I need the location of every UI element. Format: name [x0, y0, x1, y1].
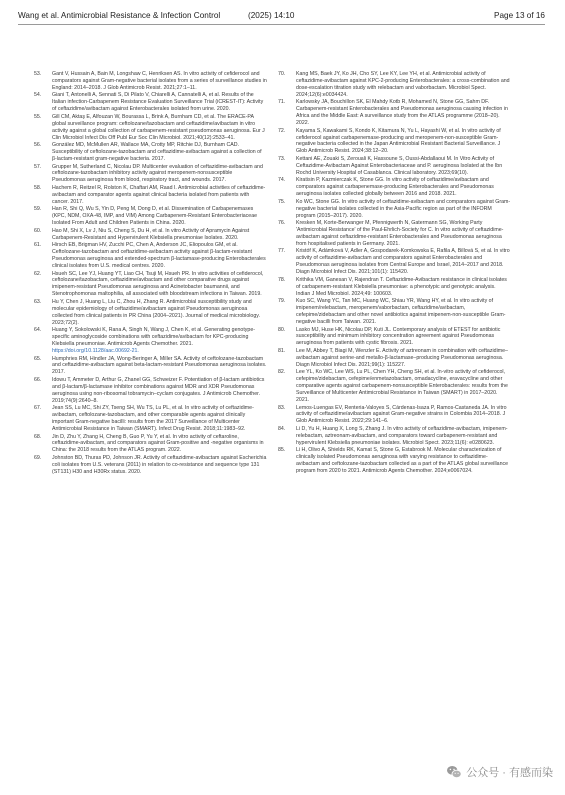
- reference-number: 66.: [34, 376, 42, 383]
- reference-item: [278, 99, 511, 127]
- reference-body: Ko WC, Stone GG. In vitro activity of ceftazidime-avibactam and comparators against Gram-negative bacterial isolates collected in the Asia-Pacific region as part of the INFORM program (2015–2017). 2020.: [296, 198, 511, 219]
- reference-item: [34, 271, 267, 299]
- reference-number: 82.: [278, 369, 286, 376]
- reference-text: [52, 327, 267, 355]
- reference-text: [52, 299, 267, 327]
- reference-number: 81.: [278, 347, 286, 354]
- reference-number: 65.: [34, 355, 42, 362]
- reference-text: [296, 348, 511, 369]
- reference-body: Huang Y, Sokolowski K, Rana A, Singh N, Wang J, Chen K, et al. Generating genotype-specific aminoglycoside combinations with ceftazidime/avibactam for KPC-producing Klebsiella pneumoniae. Antimicrob Agents Chemother. 2021.: [52, 327, 256, 347]
- reference-item: [34, 242, 267, 270]
- reference-text: [296, 177, 511, 198]
- journal-title: Wang et al. Antimicrobial Resistance & Infection Control: [18, 11, 221, 20]
- reference-body: Kiratisin P, Kazmierczak K, Stone GG. In vitro activity of ceftazidime/avibactam and comparators against carbapenemase-producing Enterobacterales and Pseudomonas aeruginosa isolates collected globally between 2016 and 2018. 2021.: [296, 177, 494, 198]
- reference-text: [52, 71, 267, 92]
- reference-text: [52, 228, 267, 242]
- reference-body: Humphries RM, Hindler JA, Wong-Beringer A, Miller SA. Activity of ceftolozane-tazobactam and ceftazidime-avibactam against beta-lactam-resistant Pseudomonas aeruginosa isolates. 2017.: [52, 355, 267, 376]
- reference-number: 60.: [34, 227, 42, 234]
- reference-item: [278, 277, 511, 298]
- reference-body: Lee YL, Ko WC, Lee WS, Lu PL, Chen YH, Cheng SH, et al. In-vitro activity of cefiderocol, cefepime/zidebactam, cefepime/enmetazobactam, omadacycline, eravacycline and other comparative agents against carbapenem-nonsusceptible Enterobacterales: results from the Surveillance of Multicenter Antimicrobial Resistance in Taiwan (SMART) in 2017–2020. 2021.: [296, 369, 508, 403]
- reference-body: Gill CM, Aktaş E, Alfouzan W, Bourassa L, Brink A, Burnham CD, et al. The ERACE-PA global surveillance program: ceftolozane/tazobactam and ceftazidime/avibactam in vitro activity against a global collection of carbapenem-resistant pseudomonas aeruginosa. Eur J Clin Microbiol Infect Dis Off Publ Eur Soc Clin Microbiol. 2021;40(12):2533–41.: [52, 113, 265, 141]
- reference-text: [296, 99, 511, 127]
- reference-number: 68.: [34, 433, 42, 440]
- reference-number: 69.: [34, 454, 42, 461]
- reference-number: 71.: [278, 99, 286, 106]
- reference-body: Jin D, Zhu Y, Zhang H, Cheng B, Guo P, Yu Y, et al. In vitro activity of ceftaroline, ceftazidime-avibactam, and comparators against Gram-positive and -negative organisms in China: the 2018 results from the ATLAS program. 2022.: [52, 433, 264, 454]
- reference-body: Kristóf K, Adámková V, Adler A, Gospodarek-Komkowska E, Rafila A, Billová S, et al. In vitro activity of ceftazidime-avibactam and comparators against Enterobacterales and Pseudomonas aeruginosa isolates from Central Europe and Israel, 2014–2017 and 2018. Diagn Microbiol Infect Dis. 2021;101(1): 115420.: [296, 248, 510, 276]
- reference-number: 62.: [34, 270, 42, 277]
- reference-number: 57.: [34, 163, 42, 170]
- reference-number: 75.: [278, 198, 286, 205]
- reference-text: [296, 277, 511, 298]
- reference-body: Jean SS, Lu MC, Shi ZY, Tseng SH, Wu TS, Lu PL, et al. In vitro activity of ceftazidime-avibactam, ceftolozane-tazobactam, and other comparable agents against clinically important Gram-negative bacilli: results from the 2017 Surveillance of Multicenter Antimicrobial Resistance in Taiwan (SMART). Infect Drug Resist. 2018;11:1983–92.: [52, 405, 254, 432]
- reference-item: [34, 356, 267, 377]
- references-left-column: [34, 71, 267, 476]
- reference-number: 56.: [34, 142, 42, 149]
- reference-number: 58.: [34, 184, 42, 191]
- reference-text: [296, 71, 511, 99]
- reference-text: [296, 405, 511, 426]
- reference-number: 61.: [34, 242, 42, 249]
- reference-text: [52, 185, 267, 206]
- reference-number: 80.: [278, 326, 286, 333]
- reference-body: Karlowsky JA, Bouchillon SK, El Mahdy Kotb R, Mohamed N, Stone GG, Sahm DF. Carbapenem-resistant Enterobacterales and Pseudomonas aeruginosa causing infection in Africa and the Middle East: A surveillance study from the ATLAS programme (2018–20). 2022.: [296, 99, 508, 127]
- reference-item: [278, 405, 511, 426]
- reference-item: [278, 426, 511, 447]
- reference-item: [34, 92, 267, 113]
- reference-text: [52, 242, 267, 270]
- reference-doi-link[interactable]: https://doi.org/10.1128/aac.00692-21.: [52, 347, 139, 354]
- reference-number: 77.: [278, 248, 286, 255]
- reference-item: [278, 348, 511, 369]
- reference-number: 64.: [34, 327, 42, 334]
- reference-body: Hirsch EB, Brigman HV, Zucchi PC, Chen A, Anderson JC, Eliopoulos GM, et al. Ceftolozane-tazobactam and ceftazidime-avibactam activity against β-lactam-resistant Pseudomonas aeruginosa and extended-spectrum β-lactamase-producing Enterobacterales clinical isolates from U.S. medical centres. 2020.: [52, 242, 266, 269]
- reference-body: Hsueh SC, Lee YJ, Huang YT, Liao CH, Tsuji M, Hsueh PR. In vitro activities of cefiderocol, ceftolozane/tazobactam, ceftazidime/avibactam and other comparative drugs against imipenem-resistant Pseudomonas aeruginosa and Acinetobacter baumannii, and Stenotrophomonas maltophilia, all associated with bloodstream infections in Taiwan. 2019.: [52, 270, 264, 298]
- reference-number: 67.: [34, 405, 42, 412]
- reference-item: [278, 177, 511, 198]
- reference-item: [34, 228, 267, 242]
- reference-item: [34, 405, 267, 433]
- reference-body: Lee M, Abbey T, Biagi M, Wenzler E. Activity of aztreonam in combination with ceftazidime–avibactam against serine-and metallo-β-lactamase–producing Pseudomonas aeruginosa. Diagn Microbiol Infect Dis. 2021;99(1): 115227.: [296, 347, 508, 368]
- reference-number: 76.: [278, 220, 286, 227]
- reference-body: Hao M, Shi X, Lv J, Niu S, Cheng S, Du H, et al. In vitro Activity of Apramycin Against Carbapenem-Resistant and Hypervirulent Klebsiella pneumoniae Isolates. 2020.: [52, 227, 250, 241]
- reference-text: [296, 156, 511, 177]
- reference-item: [34, 164, 267, 185]
- reference-text: [296, 128, 511, 156]
- page-number: Page 13 of 16: [494, 11, 545, 20]
- reference-number: 84.: [278, 425, 286, 432]
- reference-body: Han R, Shi Q, Wu S, Yin D, Peng M, Dong D, et al. Dissemination of Carbapenemases (KPC, NDM, OXA-48, IMP, and VIM) Among Carbapenem-Resistant Enterobacteriaceae Isolated From Adult and Children Patients in China. 2020.: [52, 206, 258, 227]
- watermark-text: 公众号 · 有感而染: [466, 767, 553, 779]
- reference-body: Gant V, Hussain A, Bain M, Longshaw C, Henriksen AS. In vitro activity of cefiderocol and comparators against Gram-negative bacterial isolates from a series of surveillance studies in England: 2014–2018. J Glob Antimicrob Resist. 2021;27:1–11.: [52, 71, 267, 91]
- reference-number: 54.: [34, 92, 42, 99]
- reference-body: Kang MS, Baek JY, Ko JH, Cho SY, Lee KY, Lee YH, et al. Antimicrobial activity of ceftazidime-avibactam against KPC-2-producing Enterobacterales: a cross-combination and dose-escalation titration study with relebactam and vaborbactam. Microbiol Spect. 2024;12(6):e0034424.: [296, 71, 510, 98]
- reference-text: [52, 164, 267, 185]
- reference-text: [296, 426, 511, 447]
- page-header: [18, 9, 545, 23]
- reference-text: [296, 447, 511, 475]
- reference-text: [52, 377, 267, 405]
- reference-number: 85.: [278, 447, 286, 454]
- reference-body: Kresken M, Korte-Berwanger M, Pfennigwerth N, Gatermann SG, Working Party 'Antimicrobial Resistance' of the Paul-Ehrlich-Society for C. In vitro activity of ceftazidime-avibactam against ceftazidime-resistant Enterobacterales and Pseudomonas aeruginosa from hospitalised patients in Germany. 2021.: [296, 220, 504, 247]
- reference-text: [296, 369, 511, 404]
- reference-body: Johnston BD, Thuras PD, Johnson JR. Activity of ceftazidime-avibactam against Escherichia coli isolates from U.S. veterans (2011) in relation to co-resistance and sequence type 131 (ST131) H30 and H30Rx status. 2020.: [52, 454, 267, 475]
- reference-body: Kayama S, Kawakami S, Kondo K, Kitamura N, Yu L, Hayashi W, et al. In vitro activity of cefiderocol against carbapenemase-producing and meropenem-non-susceptible Gram-negative bacteria collected in the Japan Antimicrobial Resistant Bacterial Surveillance. J Glob Antimicrob Resist. 2024;38:12–20.: [296, 127, 501, 155]
- reference-text: [52, 455, 267, 476]
- reference-item: [278, 156, 511, 177]
- reference-body: Kettani AE, Zouaki S, Zerouali K, Hassoune S, Oussi-Abdallaoui M. In Vitro Activity of Ceftazidime-Avibactam Against Enterobacteriaceae and P. aeruginosa Isolated at the Ibn Rochd University Hospital of Casablanca. Clinical laboratory. 2023;69(10).: [296, 155, 503, 176]
- reference-item: [34, 327, 267, 355]
- reference-number: 72.: [278, 127, 286, 134]
- reference-item: [34, 455, 267, 476]
- reference-item: [278, 199, 511, 220]
- reference-text: [52, 434, 267, 455]
- wechat-icon: [446, 764, 462, 780]
- reference-number: 53.: [34, 71, 42, 77]
- reference-item: [34, 142, 267, 163]
- reference-body: Hu Y, Chen J, Huang L, Liu C, Zhou H, Zhang R. Antimicrobial susceptibility study and molecular epidemiology of ceftazidime/avibactam against Pseudomonas aeruginosa collected from clinical patients in PR China (2004–2021). Journal of medical microbiology. 2023;72(2).: [52, 298, 260, 326]
- reference-item: [34, 114, 267, 142]
- reference-number: 83.: [278, 404, 286, 411]
- reference-text: [296, 248, 511, 276]
- reference-body: Idowu T, Ammeter D, Arthur G, Zhanel GG, Schweizer F. Potentiation of β-lactam antibiotics and β-lactam/β-lactamase inhibitor combinations against MDR and XDR Pseudomonas aeruginosa using non-ribosomal tobramycin–cyclam conjugates. J Antimicrob Chemother. 2019;74(9):2640–8.: [52, 376, 265, 404]
- reference-item: [34, 206, 267, 227]
- reference-text: [296, 220, 511, 248]
- reference-item: [278, 327, 511, 348]
- reference-number: 55.: [34, 113, 42, 120]
- reference-item: [278, 220, 511, 248]
- reference-body: Hachem R, Reitzel R, Rolston K, Chaftari AM, Raad I. Antimicrobial activities of ceftazidime-avibactam and comparator agents against clinical bacteria isolated from patients with cancer. 2017.: [52, 184, 266, 205]
- reference-text: [296, 327, 511, 348]
- reference-item: [278, 71, 511, 99]
- reference-text: [52, 271, 267, 299]
- reference-text: [52, 114, 267, 142]
- reference-number: 59.: [34, 206, 42, 213]
- reference-body: Grupper M, Sutherland C, Nicolau DP. Multicenter evaluation of ceftazidime-avibactam and ceftolozane-tazobactam inhibitory activity against meropenem-nonsusceptible Pseudomonas aeruginosa from blood, respiratory tract, and wounds. 2017.: [52, 163, 263, 184]
- header-rule: [18, 24, 545, 25]
- reference-text: [52, 92, 267, 113]
- reference-body: Li D, Yu H, Huang X, Long S, Zhang J. In vitro activity of ceftazidime-avibactam, imipenem-relebactam, aztreonam-avibactam, and comparators toward carbapenem-resistant and hypervirulent Klebsiella pneumoniae isolates. Microbiol Spect. 2023;11(6): e0280623.: [296, 425, 508, 446]
- reference-body: González MD, McMullen AR, Wallace MA, Crotty MP, Ritchie DJ, Burnham CAD. Susceptibility of ceftolozane-tazobactam and ceftazidime-avibactam against a collection of β-lactam-resistant gram-negative bacteria. 2017.: [52, 142, 262, 162]
- reference-item: [34, 377, 267, 405]
- reference-text: [52, 206, 267, 227]
- reference-item: [278, 248, 511, 276]
- reference-item: [34, 434, 267, 455]
- references-right-column: [278, 71, 511, 476]
- reference-text: [52, 142, 267, 163]
- reference-item: [278, 369, 511, 404]
- reference-text: [52, 356, 267, 377]
- year-volume: (2025) 14:10: [248, 11, 295, 20]
- reference-body: Krithika VM, Ganesan V, Rajendran T. Ceftazidime-Avibactam resistance in clinical isolates of carbapenem-resistant Klebsiella pneumoniae: a phenotypic and genotypic analysis. Indian J Med Microbiol. 2024;49: 100603.: [296, 276, 507, 297]
- reference-item: [34, 71, 267, 92]
- reference-item: [278, 298, 511, 326]
- reference-number: 63.: [34, 298, 42, 305]
- watermark: [446, 762, 553, 782]
- reference-item: [278, 128, 511, 156]
- reference-number: 78.: [278, 276, 286, 283]
- reference-number: 73.: [278, 155, 286, 162]
- reference-item: [34, 185, 267, 206]
- reference-text: [52, 405, 267, 433]
- reference-number: 79.: [278, 298, 286, 305]
- reference-number: 74.: [278, 177, 286, 184]
- reference-body: Kuo SC, Wang YC, Tan MC, Huang WC, Shiau YR, Wang HY, et al. In vitro activity of imipenem/relebactam, meropenem/vaborbactam, ceftazidime/avibactam, cefepime/zidebactam and other novel antibiotics against imipenem-non-susceptible Gram-negative bacilli from Taiwan. 2021.: [296, 298, 506, 325]
- reference-text: [296, 199, 511, 220]
- reference-number: 70.: [278, 71, 286, 77]
- reference-body: Lasko MJ, Huse HK, Nicolau DP, Kuti JL. Contemporary analysis of ETEST for antibiotic susceptibility and minimum inhibitory concentration agreement against Pseudomonas aeruginosa from patients with cystic fibrosis. 2021.: [296, 326, 501, 347]
- reference-item: [278, 447, 511, 475]
- reference-body: Li H, Olivo A, Shields RK, Kamat S, Stone G, Estabrook M. Molecular characterization of clinically isolated Pseudomonas aeruginosa with varying resistance to ceftazidime-avibactam and ceftolozane-tazobactam collected as a part of the ATLAS global surveillance program from 2020 to 2021. Antimicrob Agents Chemother. 2024;e0067024.: [296, 447, 509, 475]
- reference-body: Lemos-Luengas EV, Renteria-Valoyes S, Cárdenas-Isaza P, Ramos-Castaneda JA. In vitro activity of ceftazidime/avibactam against Gram-negative strains in Colombia 2014–2018. J Glob Antimicrob Resist. 2022;29:141–6.: [296, 404, 507, 425]
- reference-body: Giani T, Antonelli A, Sennati S, Di Pilato V, Chiarelli A, Cannatelli A, et al. Results of the Italian infection-Carbapenem Resistance Evaluation Surveillance Trial (iCREST-IT): Activity of ceftazidime/avibactam against Enterobacterales isolated from urine. 2020.: [52, 92, 264, 113]
- reference-item: [34, 299, 267, 327]
- reference-text: [296, 298, 511, 326]
